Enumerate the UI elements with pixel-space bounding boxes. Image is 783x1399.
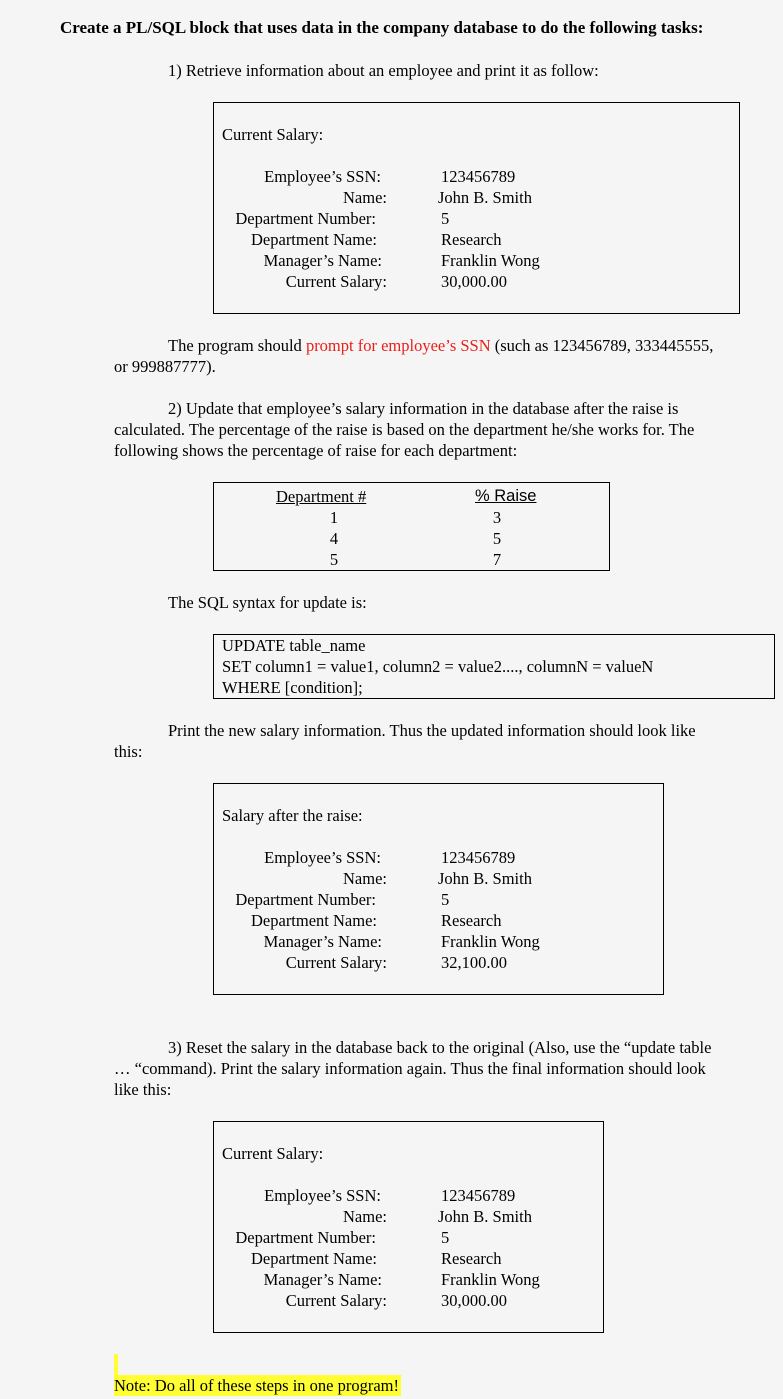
step2-line2: calculated. The percentage of the raise is based on the department he/she works for. The [114, 420, 695, 439]
label-manager: Manager’s Name: [263, 1270, 382, 1289]
step2-line3: following shows the percentage of raise for each department: [114, 441, 518, 460]
prompt-highlight: prompt for employee’s SSN [305, 336, 491, 355]
value-ssn: 123456789 [441, 1186, 516, 1205]
raise-row-dept: 4 [329, 529, 339, 548]
step1-text: 1) Retrieve information about an employee and print it as follow: [168, 61, 599, 80]
print-new-line2: this: [114, 742, 143, 761]
label-ssn: Employee’s SSN: [264, 848, 381, 867]
sql-line3: WHERE [condition]; [222, 678, 363, 697]
label-name: Name: [343, 1207, 387, 1226]
label-salary: Current Salary: [285, 272, 387, 291]
box-heading: Current Salary: [222, 1144, 324, 1163]
prompt-line2: or 999887777). [114, 357, 216, 376]
note-text: Note: Do all of these steps in one program! [114, 1376, 400, 1395]
value-ssn: 123456789 [441, 848, 516, 867]
value-dept-name: Research [441, 911, 502, 930]
step2-line1: 2) Update that employee’s salary information in the database after the raise is [168, 399, 679, 418]
sql-intro: The SQL syntax for update is: [168, 593, 367, 612]
sql-line2: SET column1 = value1, column2 = value2...., columnN = valueN [222, 657, 654, 676]
prompt-after: (such as 123456789, 333445555, [490, 336, 714, 355]
label-salary: Current Salary: [285, 1291, 387, 1310]
value-dept-number: 5 [441, 209, 450, 228]
label-manager: Manager’s Name: [263, 251, 382, 270]
sql-syntax-box [213, 634, 775, 699]
label-dept-number: Department Number: [235, 1228, 376, 1247]
value-dept-name: Research [441, 230, 502, 249]
label-name: Name: [343, 188, 387, 207]
output-box-after-raise [213, 783, 664, 995]
label-dept-number: Department Number: [235, 209, 376, 228]
value-manager: Franklin Wong [441, 251, 540, 270]
output-box-final [213, 1121, 604, 1333]
value-salary: 30,000.00 [441, 1291, 507, 1310]
output-box-current-salary [213, 102, 740, 314]
value-ssn: 123456789 [441, 167, 516, 186]
value-manager: Franklin Wong [441, 932, 540, 951]
value-salary: 32,100.00 [441, 953, 507, 972]
value-dept-number: 5 [441, 1228, 450, 1247]
raise-row-dept: 5 [329, 550, 339, 569]
print-new-line1: Print the new salary information. Thus the updated information should look like [168, 721, 696, 740]
label-dept-number: Department Number: [235, 890, 376, 909]
value-name: John B. Smith [438, 188, 532, 207]
label-dept-name: Department Name: [251, 1249, 377, 1268]
value-salary: 30,000.00 [441, 272, 507, 291]
label-ssn: Employee’s SSN: [264, 1186, 381, 1205]
raise-row-dept: 1 [329, 508, 339, 527]
label-dept-name: Department Name: [251, 911, 377, 930]
raise-row-pct: 3 [492, 508, 502, 527]
step3-line3: like this: [114, 1080, 172, 1099]
label-salary: Current Salary: [285, 953, 387, 972]
raise-row-pct: 5 [492, 529, 502, 548]
value-name: John B. Smith [438, 869, 532, 888]
raise-row-pct: 7 [492, 550, 502, 569]
page-title: Create a PL/SQL block that uses data in the company database to do the following tasks: [60, 18, 704, 37]
sql-line1: UPDATE table_name [222, 636, 366, 655]
raise-col-pct-header: % Raise [475, 487, 537, 505]
raise-table [213, 482, 610, 571]
value-dept-name: Research [441, 1249, 502, 1268]
label-ssn: Employee’s SSN: [264, 167, 381, 186]
label-manager: Manager’s Name: [263, 932, 382, 951]
note-marker [114, 1354, 118, 1376]
value-manager: Franklin Wong [441, 1270, 540, 1289]
label-name: Name: [343, 869, 387, 888]
prompt-before: The program should [168, 336, 306, 355]
value-dept-number: 5 [441, 890, 450, 909]
step3-line2: … “command). Print the salary information again. Thus the final information should look [114, 1059, 706, 1078]
prompt-text [168, 335, 713, 356]
box-heading: Salary after the raise: [222, 806, 363, 825]
value-name: John B. Smith [438, 1207, 532, 1226]
label-dept-name: Department Name: [251, 230, 377, 249]
raise-col-dept-header: Department # [276, 487, 367, 506]
box-heading: Current Salary: [222, 125, 324, 144]
step3-line1: 3) Reset the salary in the database back to the original (Also, use the “update table [168, 1038, 712, 1057]
